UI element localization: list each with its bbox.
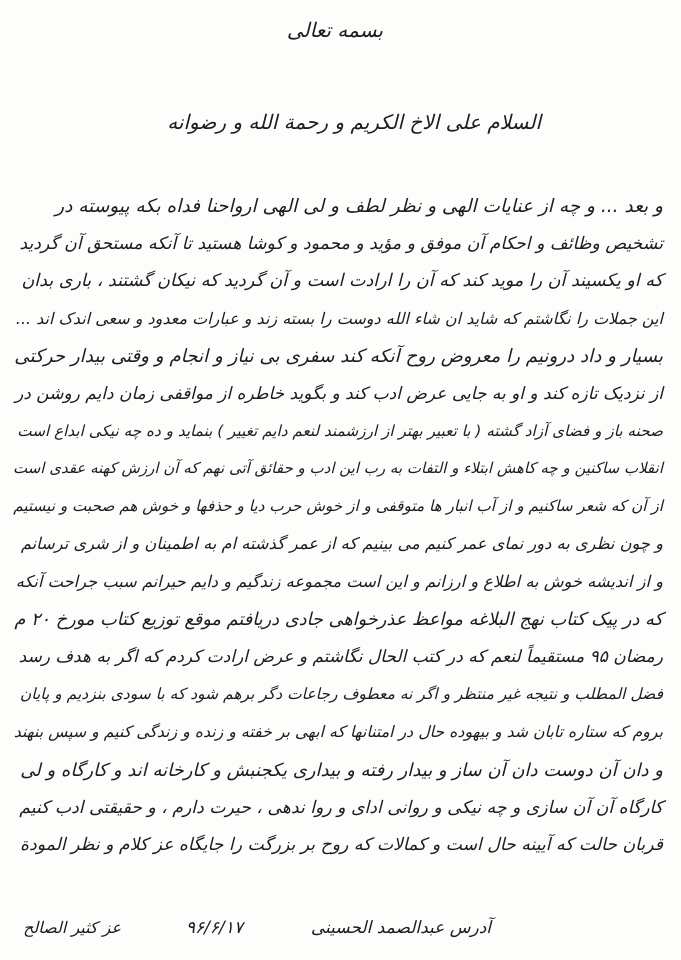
body-line: انقلاب ساکنین و چه کاهش ابتلاء و التفات به رب این ادب و حقائق آتی نهم که آن ارزش کهنه عقدی است (12, 459, 663, 478)
body-line: از نزدیک تازه کند و او به جایی عرض ادب کند و بگوید خاطره از مواقفی زمان دایم روشن در (15, 384, 663, 404)
letter-date: ۹۶/۶/۱۷ (185, 918, 243, 938)
body-line: این جملات را نگاشتم که شاید ان شاء الله دوست را بسته زند و عبارات معدود و سعی اندک اند ... (15, 308, 663, 328)
body-line: و چون نظری به دور نمای عمر کنیم می بینیم که از عمر گذشته ام به اطمینان و از شری ترسانم (20, 534, 663, 554)
body-line: و دان آن دوست دان آن ساز و بیدار رفته و بیداری یکجنبش و کارخانه اند و کارگاه و لی (20, 760, 663, 781)
letter-heading: بسمه تعالی (286, 18, 383, 42)
body-line: بسیار و داد درونیم را معروض روح آنکه کند سفری بی نیاز و انجام و وقتی بیدار حرکتی (14, 346, 663, 368)
body-line: که او یکسیند آن را موید کند که آن را ارادت است و آن گردید که نیکان گشتند ، باری بدان (21, 271, 663, 292)
signature: عز کثیر الصالح (23, 918, 121, 937)
body-line: تشخیص وظائف و احکام آن موفق و مؤید و محمود و کوشا هستید تا آنکه مستحق آن گردید (19, 233, 663, 254)
body-line: فضل المطلب و نتیجه غیر منتظر و اگر نه معطوف رجاعات دگر برهم شود که با سودی بنزدیم و پایان (19, 684, 663, 703)
body-line: کارگاه آن آن سازی و چه نیکی و روانی ادای و روا ندهی ، حیرت دارم ، و حقیقتی ادب کنیم (19, 797, 663, 818)
body-line: و از اندیشه خوش به اطلاع و ارزانم و این است مجموعه زندگیم و دایم حیرانم سبب جراحت آنکه (15, 572, 663, 591)
body-line: رمضان ۹۵ مستقیماً لنعم که در کتب الحال نگاشتم و عرض ارادت کردم که اگر به هدف رسد (18, 647, 663, 668)
body-line: قربان حالت که آیینه حال است و کمالات که روح بر بزرگت را جایگاه عز کلام و نظر المودة (20, 835, 663, 856)
body-line: صحنه باز و فضای آزاد گشته ( با تعبیر بهتر از ارزشمند لنعم دایم تغییر ) بنماید و ده چه نیکی ابداع است (17, 421, 663, 440)
body-line: از آن که شعر ساکنیم و از آب انبار ها متوقفی و از خوش حرب دیا و حذفها و خوش هم صحبت و نیستیم (13, 496, 663, 515)
letter-salutation: السلام علی الاخ الکریم و رحمة الله و رضوانه (167, 110, 541, 134)
body-line: بروم که ستاره تابان شد و بیهوده حال در امتنانها که ابهی بر خفته و زنده و زندگی کنیم و سپس بنهند (13, 722, 663, 742)
sender-address: آدرس عبدالصمد الحسینی (310, 918, 491, 938)
body-line: که در پیک کتاب نهج البلاغه مواعظ عذرخواهی جادی دریافتم موقع توزیع کتاب مورخ ۲۰ م (14, 609, 663, 630)
body-line: و بعد ... و چه از عنایات الهی و نظر لطف و لی الهی ارواحنا فداه بکه پیوسته در (55, 196, 663, 217)
